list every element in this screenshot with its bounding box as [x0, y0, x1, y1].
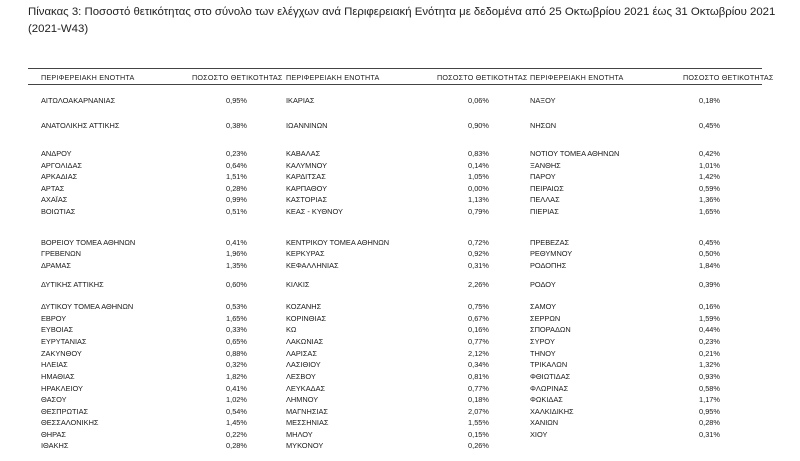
region-name: ΜΗΛΟΥ [286, 430, 313, 439]
positivity-rate: 0,33% [226, 325, 247, 334]
region-name: ΚΑΒΑΛΑΣ [286, 149, 321, 158]
positivity-rate: 1,01% [699, 161, 720, 170]
positivity-rate: 1,65% [699, 207, 720, 216]
region-name: ΠΕΙΡΑΙΩΣ [530, 184, 564, 193]
positivity-rate: 0,95% [226, 96, 247, 105]
positivity-rate: 0,38% [226, 121, 247, 130]
region-name: ΠΡΕΒΕΖΑΣ [530, 238, 570, 247]
positivity-rate: 1,35% [226, 261, 247, 270]
col2-header-rate: ΠΟΣΟΣΤΟ ΘΕΤΙΚΟΤΗΤΑΣ [437, 73, 528, 82]
positivity-rate: 0,95% [699, 407, 720, 416]
positivity-rate: 0,83% [468, 149, 489, 158]
region-name: ΙΘΑΚΗΣ [41, 441, 69, 450]
region-name: ΒΟΙΩΤΙΑΣ [41, 207, 76, 216]
positivity-rate: 0,06% [468, 96, 489, 105]
positivity-rate: 1,55% [468, 418, 489, 427]
positivity-rate: 0,44% [699, 325, 720, 334]
region-name: ΚΙΛΚΙΣ [286, 280, 310, 289]
positivity-rate: 1,96% [226, 249, 247, 258]
region-name: ΣΑΜΟΥ [530, 302, 557, 311]
positivity-rate: 0,72% [468, 238, 489, 247]
region-name: ΚΕΝΤΡΙΚΟΥ ΤΟΜΕΑ ΑΘΗΝΩΝ [286, 238, 390, 247]
region-name: ΡΟΔΟΥ [530, 280, 556, 289]
table-top-border [28, 68, 762, 69]
region-name: ΘΕΣΠΡΩΤΙΑΣ [41, 407, 89, 416]
region-name: ΞΑΝΘΗΣ [530, 161, 561, 170]
positivity-rate: 0,41% [226, 384, 247, 393]
positivity-rate: 0,16% [699, 302, 720, 311]
region-name: ΘΗΡΑΣ [41, 430, 66, 439]
region-name: ΚΕΑΣ - ΚΥΘΝΟΥ [286, 207, 343, 216]
region-name: ΔΥΤΙΚΟΥ ΤΟΜΕΑ ΑΘΗΝΩΝ [41, 302, 134, 311]
region-name: ΚΩ [286, 325, 297, 334]
positivity-rate: 0,93% [699, 372, 720, 381]
positivity-rate: 1,13% [468, 195, 489, 204]
positivity-rate: 0,77% [468, 337, 489, 346]
region-name: ΤΡΙΚΑΛΩΝ [530, 360, 568, 369]
col1-header-rate: ΠΟΣΟΣΤΟ ΘΕΤΙΚΟΤΗΤΑΣ [192, 73, 283, 82]
positivity-rate: 0,32% [226, 360, 247, 369]
region-name: ΚΕΦΑΛΛΗΝΙΑΣ [286, 261, 339, 270]
region-name: ΖΑΚΥΝΘΟΥ [41, 349, 82, 358]
region-name: ΠΕΛΛΑΣ [530, 195, 560, 204]
positivity-rate: 2,07% [468, 407, 489, 416]
region-name: ΛΕΣΒΟΥ [286, 372, 316, 381]
region-name: ΝΑΞΟΥ [530, 96, 556, 105]
positivity-rate: 0,77% [468, 384, 489, 393]
positivity-rate: 1,05% [468, 172, 489, 181]
region-name: ΑΝΔΡΟΥ [41, 149, 72, 158]
region-name: ΧΙΟΥ [530, 430, 548, 439]
region-name: ΛΕΥΚΑΔΑΣ [286, 384, 326, 393]
positivity-rate: 0,26% [468, 441, 489, 450]
region-name: ΜΥΚΟΝΟΥ [286, 441, 324, 450]
region-name: ΦΩΚΙΔΑΣ [530, 395, 563, 404]
positivity-rate: 0,88% [226, 349, 247, 358]
region-name: ΝΗΣΩΝ [530, 121, 557, 130]
positivity-rate: 0,42% [699, 149, 720, 158]
positivity-rate: 1,51% [226, 172, 247, 181]
positivity-rate: 0,51% [226, 207, 247, 216]
region-name: ΑΡΤΑΣ [41, 184, 65, 193]
region-name: ΗΛΕΙΑΣ [41, 360, 68, 369]
region-name: ΜΑΓΝΗΣΙΑΣ [286, 407, 328, 416]
region-name: ΔΡΑΜΑΣ [41, 261, 71, 270]
positivity-rate: 2,26% [468, 280, 489, 289]
region-name: ΑΧΑΪΑΣ [41, 195, 68, 204]
region-name: ΧΑΛΚΙΔΙΚΗΣ [530, 407, 574, 416]
positivity-rate: 1,59% [699, 314, 720, 323]
region-name: ΙΚΑΡΙΑΣ [286, 96, 315, 105]
region-name: ΚΑΛΥΜΝΟΥ [286, 161, 328, 170]
positivity-rate: 0,53% [226, 302, 247, 311]
positivity-rate: 0,00% [468, 184, 489, 193]
col3-header-rate: ΠΟΣΟΣΤΟ ΘΕΤΙΚΟΤΗΤΑΣ [683, 73, 774, 82]
header-bottom-border [28, 84, 762, 85]
region-name: ΦΛΩΡΙΝΑΣ [530, 384, 569, 393]
positivity-rate: 0,22% [226, 430, 247, 439]
positivity-rate: 0,67% [468, 314, 489, 323]
positivity-rate: 0,28% [699, 418, 720, 427]
positivity-rate: 1,17% [699, 395, 720, 404]
positivity-rate: 1,45% [226, 418, 247, 427]
positivity-rate: 0,50% [699, 249, 720, 258]
region-name: ΙΩΑΝΝΙΝΩΝ [286, 121, 328, 130]
positivity-rate: 2,12% [468, 349, 489, 358]
region-name: ΗΡΑΚΛΕΙΟΥ [41, 384, 83, 393]
positivity-rate: 0,18% [699, 96, 720, 105]
region-name: ΑΙΤΩΛΟΑΚΑΡΝΑΝΙΑΣ [41, 96, 116, 105]
positivity-rate: 0,90% [468, 121, 489, 130]
col1-header-region: ΠΕΡΙΦΕΡΕΙΑΚΗ ΕΝΟΤΗΤΑ [41, 73, 135, 82]
region-name: ΔΥΤΙΚΗΣ ΑΤΤΙΚΗΣ [41, 280, 104, 289]
positivity-rate: 0,28% [226, 184, 247, 193]
positivity-rate: 0,39% [699, 280, 720, 289]
positivity-rate: 0,65% [226, 337, 247, 346]
positivity-rate: 0,64% [226, 161, 247, 170]
positivity-table [28, 68, 774, 461]
positivity-rate: 0,75% [468, 302, 489, 311]
positivity-rate: 0,59% [699, 184, 720, 193]
region-name: ΦΘΙΩΤΙΔΑΣ [530, 372, 571, 381]
positivity-rate: 0,31% [699, 430, 720, 439]
positivity-rate: 0,54% [226, 407, 247, 416]
region-name: ΑΡΚΑΔΙΑΣ [41, 172, 78, 181]
region-name: ΡΟΔΟΠΗΣ [530, 261, 567, 270]
region-name: ΧΑΝΙΩΝ [530, 418, 559, 427]
positivity-rate: 0,58% [699, 384, 720, 393]
positivity-rate: 1,32% [699, 360, 720, 369]
region-name: ΡΕΘΥΜΝΟΥ [530, 249, 573, 258]
positivity-rate: 0,34% [468, 360, 489, 369]
col2-header-region: ΠΕΡΙΦΕΡΕΙΑΚΗ ΕΝΟΤΗΤΑ [286, 73, 380, 82]
positivity-rate: 0,18% [468, 395, 489, 404]
positivity-rate: 0,15% [468, 430, 489, 439]
region-name: ΜΕΣΣΗΝΙΑΣ [286, 418, 329, 427]
region-name: ΣΥΡΟΥ [530, 337, 555, 346]
region-name: ΕΥΡΥΤΑΝΙΑΣ [41, 337, 87, 346]
region-name: ΣΕΡΡΩΝ [530, 314, 561, 323]
region-name: ΛΑΚΩΝΙΑΣ [286, 337, 324, 346]
region-name: ΛΑΡΙΣΑΣ [286, 349, 317, 358]
region-name: ΗΜΑΘΙΑΣ [41, 372, 75, 381]
positivity-rate: 0,41% [226, 238, 247, 247]
region-name: ΠΑΡΟΥ [530, 172, 556, 181]
positivity-rate: 1,36% [699, 195, 720, 204]
region-name: ΤΗΝΟΥ [530, 349, 556, 358]
region-name: ΣΠΟΡΑΔΩΝ [530, 325, 571, 334]
positivity-rate: 0,28% [226, 441, 247, 450]
positivity-rate: 1,65% [226, 314, 247, 323]
region-name: ΛΗΜΝΟΥ [286, 395, 319, 404]
positivity-rate: 0,21% [699, 349, 720, 358]
region-name: ΘΑΣΟΥ [41, 395, 67, 404]
region-name: ΚΑΡΔΙΤΣΑΣ [286, 172, 326, 181]
positivity-rate: 0,79% [468, 207, 489, 216]
region-name: ΚΑΣΤΟΡΙΑΣ [286, 195, 328, 204]
region-name: ΑΡΓΟΛΙΔΑΣ [41, 161, 82, 170]
positivity-rate: 0,14% [468, 161, 489, 170]
positivity-rate: 0,31% [468, 261, 489, 270]
region-name: ΚΕΡΚΥΡΑΣ [286, 249, 325, 258]
positivity-rate: 1,82% [226, 372, 247, 381]
positivity-rate: 0,81% [468, 372, 489, 381]
region-name: ΘΕΣΣΑΛΟΝΙΚΗΣ [41, 418, 99, 427]
region-name: ΛΑΣΙΘΙΟΥ [286, 360, 321, 369]
region-name: ΕΥΒΟΙΑΣ [41, 325, 74, 334]
region-name: ΕΒΡΟΥ [41, 314, 67, 323]
positivity-rate: 1,02% [226, 395, 247, 404]
region-name: ΚΟΡΙΝΘΙΑΣ [286, 314, 327, 323]
region-name: ΑΝΑΤΟΛΙΚΗΣ ΑΤΤΙΚΗΣ [41, 121, 120, 130]
positivity-rate: 0,99% [226, 195, 247, 204]
region-name: ΚΑΡΠΑΘΟΥ [286, 184, 328, 193]
positivity-rate: 0,45% [699, 238, 720, 247]
positivity-rate: 0,92% [468, 249, 489, 258]
region-name: ΓΡΕΒΕΝΩΝ [41, 249, 81, 258]
positivity-rate: 1,84% [699, 261, 720, 270]
table-caption: Πίνακας 3: Ποσοστό θετικότητας στο σύνολο των ελέγχων ανά Περιφερειακή Ενότητα με δεδομένα από 25 Οκτωβρίου 2021 έως 31 Οκτωβρίου 2021 (2021-W43) [28, 6, 776, 35]
region-name: ΚΟΖΑΝΗΣ [286, 302, 322, 311]
positivity-rate: 0,16% [468, 325, 489, 334]
region-name: ΒΟΡΕΙΟΥ ΤΟΜΕΑ ΑΘΗΝΩΝ [41, 238, 136, 247]
region-name: ΝΟΤΙΟΥ ΤΟΜΕΑ ΑΘΗΝΩΝ [530, 149, 620, 158]
col3-header-region: ΠΕΡΙΦΕΡΕΙΑΚΗ ΕΝΟΤΗΤΑ [530, 73, 624, 82]
positivity-rate: 0,23% [699, 337, 720, 346]
region-name: ΠΙΕΡΙΑΣ [530, 207, 559, 216]
positivity-rate: 0,60% [226, 280, 247, 289]
positivity-rate: 1,42% [699, 172, 720, 181]
positivity-rate: 0,45% [699, 121, 720, 130]
positivity-rate: 0,23% [226, 149, 247, 158]
